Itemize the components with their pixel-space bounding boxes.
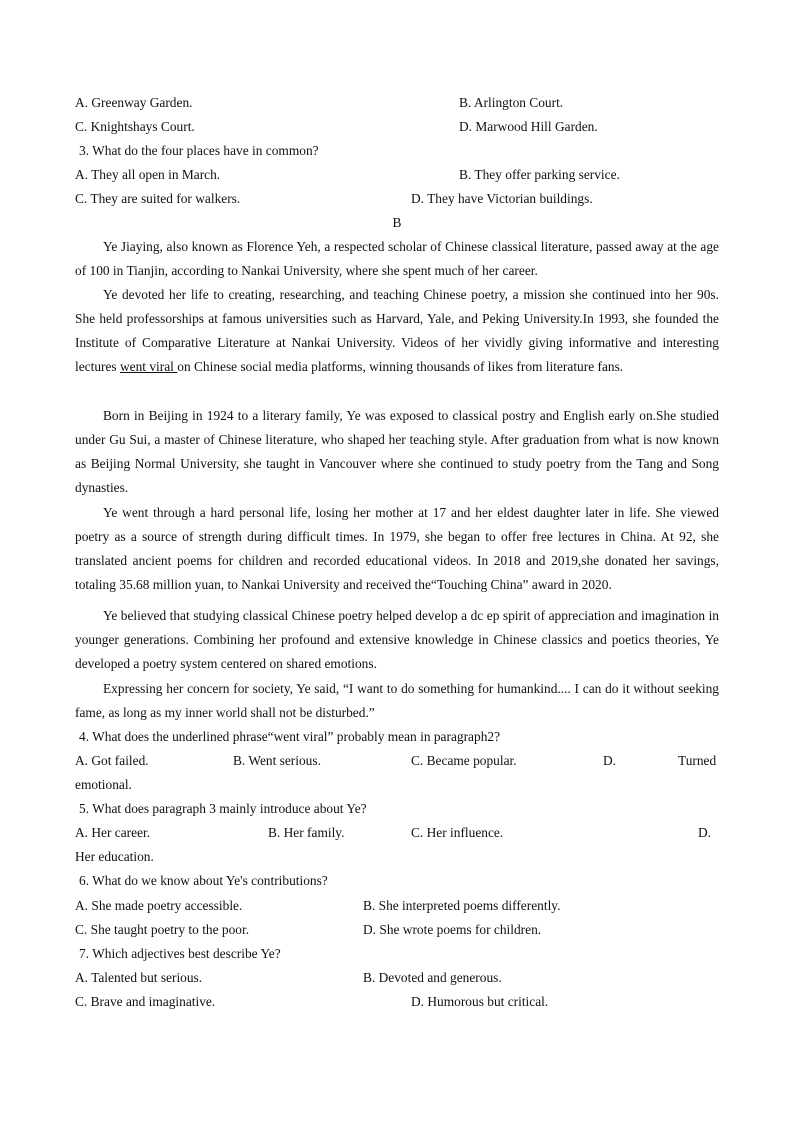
passage-paragraph-3: Born in Beijing in 1924 to a literary family, Ye was exposed to classical postry and English early on.She studied under Gu Sui, a master of Chinese literature, who shaped her teaching style. After graduation from what is now known as Beijing Normal University, she taught in Vancouver where she continued to study poetry from the Tang and Song dynasties.: [75, 408, 719, 495]
underlined-phrase: went viral: [119, 359, 178, 374]
q6-stem: 6. What do we know about Ye's contributions?: [79, 873, 328, 888]
q4-option-b: B. Went serious.: [233, 753, 321, 768]
q3-option-d: D. They have Victorian buildings.: [411, 191, 593, 206]
paragraph-2-text-before: Ye devoted her life to creating, researching, and teaching Chinese poetry, a mission she continued into her 90s. She held professorships at famous universities such as Harvard, Yale, and Peking University.In 1993, she founded the Institute of Comparative Literature at Nankai University. Videos of her vividly giving informative and interesting lectures: [75, 287, 719, 374]
q4-option-d-letter: D.: [603, 753, 617, 768]
passage-paragraph-1: Ye Jiaying, also known as Florence Yeh, a respected scholar of Chinese classical literature, passed away at the age of 100 in Tianjin, according to Nankai University, where she spent much of her career.: [75, 239, 719, 278]
passage-paragraph-2: [75, 283, 719, 379]
q5-option-b: B. Her family.: [268, 825, 345, 840]
paragraph-2-text-after: on Chinese social media platforms, winning thousands of likes from literature fans.: [177, 359, 624, 374]
q3-option-c: C. They are suited for walkers.: [75, 191, 241, 206]
q4-option-a: A. Got failed.: [75, 753, 149, 768]
q4-option-d-word: Turned: [678, 753, 717, 768]
q4-option-d-continuation: emotional.: [75, 777, 132, 792]
q5-stem: 5. What does paragraph 3 mainly introduce about Ye?: [79, 801, 367, 816]
q7-option-b: B. Devoted and generous.: [363, 970, 502, 985]
q7-option-d: D. Humorous but critical.: [411, 994, 549, 1009]
q3-option-b: B. They offer parking service.: [459, 167, 620, 182]
q2-option-d: D. Marwood Hill Garden.: [459, 119, 598, 134]
passage-paragraph-5: Ye believed that studying classical Chinese poetry helped develop a dc ep spirit of appreciation and imagination in younger generations. Combining her profound and extensive knowledge in Chinese classics and poetics theories, Ye developed a poetry system centered on shared emotions.: [75, 608, 719, 671]
section-heading: B: [392, 215, 402, 230]
q6-option-b: B. She interpreted poems differently.: [363, 898, 561, 913]
q7-stem: 7. Which adjectives best describe Ye?: [79, 946, 281, 961]
q5-option-a: A. Her career.: [75, 825, 151, 840]
q2-option-b: B. Arlington Court.: [459, 95, 564, 110]
q4-stem: 4. What does the underlined phrase“went viral” probably mean in paragraph2?: [79, 729, 501, 744]
q3-option-a: A. They all open in March.: [75, 167, 221, 182]
q5-option-d-text: Her education.: [75, 849, 154, 864]
q7-option-c: C. Brave and imaginative.: [75, 994, 216, 1009]
q7-option-a: A. Talented but serious.: [75, 970, 203, 985]
q6-option-d: D. She wrote poems for children.: [363, 922, 542, 937]
q5-option-c: C. Her influence.: [411, 825, 504, 840]
q6-option-a: A. She made poetry accessible.: [75, 898, 243, 913]
q6-option-c: C. She taught poetry to the poor.: [75, 922, 250, 937]
q2-option-c: C. Knightshays Court.: [75, 119, 195, 134]
q4-option-c: C. Became popular.: [411, 753, 517, 768]
passage-paragraph-6: Expressing her concern for society, Ye said, “I want to do something for humankind.... I can do it without seeking fame, as long as my inner world shall not be disturbed.”: [75, 681, 719, 720]
q5-option-d-letter: D.: [698, 825, 712, 840]
passage-paragraph-4: Ye went through a hard personal life, losing her mother at 17 and her eldest daughter later in life. She viewed poetry as a source of strength during difficult times. In 1979, she began to offer free lectures in China. At 92, she translated ancient poems for children and recorded educational videos. In 2018 and 2019,she donated her savings, totaling 35.68 million yuan, to Nankai University and received the“Touching China” award in 2020.: [75, 505, 719, 592]
q3-stem: 3. What do the four places have in common?: [79, 143, 319, 158]
q2-option-a: A. Greenway Garden.: [75, 95, 193, 110]
